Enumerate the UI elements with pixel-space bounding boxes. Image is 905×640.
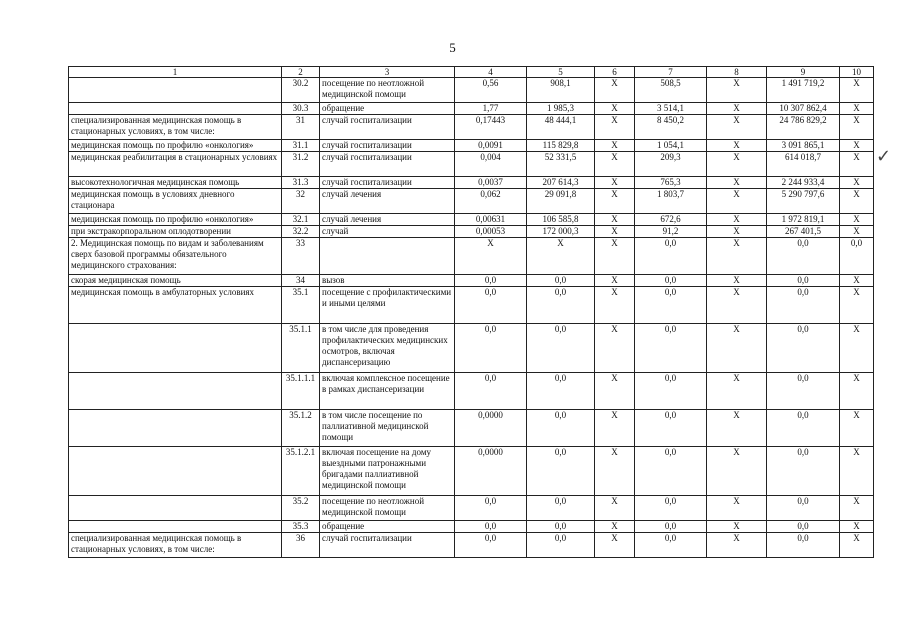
table-cell: 0,0 xyxy=(767,238,840,275)
table-cell: X xyxy=(595,177,635,189)
table-cell: X xyxy=(707,496,767,521)
table-cell: X xyxy=(840,275,874,287)
table-row xyxy=(69,533,874,558)
table-cell: X xyxy=(595,238,635,275)
table-cell: случай лечения xyxy=(320,214,455,226)
table-cell: 29 091,8 xyxy=(527,189,595,214)
table-cell: медицинская помощь по профилю «онкология» xyxy=(69,140,282,152)
table-cell: 35.3 xyxy=(282,521,320,533)
table-cell: 0,0 xyxy=(635,238,707,275)
table-cell: 31.2 xyxy=(282,152,320,177)
table-cell: X xyxy=(840,177,874,189)
table-cell: X xyxy=(707,521,767,533)
table-cell: X xyxy=(840,214,874,226)
table-cell: X xyxy=(840,410,874,447)
table-cell: 3 514,1 xyxy=(635,103,707,115)
table-cell: 0,0 xyxy=(455,521,527,533)
table-cell: 1 803,7 xyxy=(635,189,707,214)
table-cell: 0,0 xyxy=(635,521,707,533)
table-row xyxy=(69,447,874,496)
col-header: 5 xyxy=(527,67,595,78)
table-cell: 0,0 xyxy=(455,533,527,558)
table-row xyxy=(69,410,874,447)
table-cell: 31.1 xyxy=(282,140,320,152)
table-cell: 0,0 xyxy=(527,373,595,410)
table-cell: вызов xyxy=(320,275,455,287)
table-cell: 24 786 829,2 xyxy=(767,115,840,140)
table-cell: 0,0 xyxy=(455,287,527,324)
table-cell: X xyxy=(707,78,767,103)
table-cell: 267 401,5 xyxy=(767,226,840,238)
table-row xyxy=(69,521,874,533)
table-cell: скорая медицинская помощь xyxy=(69,275,282,287)
table-cell: 0,0 xyxy=(527,447,595,496)
table-cell: 765,3 xyxy=(635,177,707,189)
table-cell: в том числе для проведения профилактических медицинских осмотров, включая диспансеризацию xyxy=(320,324,455,373)
table-cell: 0,0 xyxy=(767,324,840,373)
table-cell: специализированная медицинская помощь в стационарных условиях, в том числе: xyxy=(69,533,282,558)
table-cell: 0,0 xyxy=(527,521,595,533)
table-cell: X xyxy=(595,214,635,226)
table-cell: X xyxy=(707,275,767,287)
table-cell: 0,0 xyxy=(635,533,707,558)
table-cell: 35.1.1 xyxy=(282,324,320,373)
table-cell: 3 091 865,1 xyxy=(767,140,840,152)
table-cell: X xyxy=(527,238,595,275)
table-cell: 31 xyxy=(282,115,320,140)
table-cell: 0,0 xyxy=(635,275,707,287)
table-cell: 0,0 xyxy=(840,238,874,275)
table-cell: 1 972 819,1 xyxy=(767,214,840,226)
table-row xyxy=(69,238,874,275)
col-header: 8 xyxy=(707,67,767,78)
table-cell: 10 307 862,4 xyxy=(767,103,840,115)
table-cell: X xyxy=(707,189,767,214)
table-cell: 35.1.2.1 xyxy=(282,447,320,496)
table-cell: X xyxy=(595,533,635,558)
table-cell: X xyxy=(707,103,767,115)
table-row xyxy=(69,177,874,189)
table-cell: X xyxy=(707,177,767,189)
table-cell: X xyxy=(707,447,767,496)
table-cell: 106 585,8 xyxy=(527,214,595,226)
table-cell: 0,0091 xyxy=(455,140,527,152)
col-header: 3 xyxy=(320,67,455,78)
table-cell: случай госпитализации xyxy=(320,152,455,177)
table-cell: медицинская помощь в амбулаторных условиях xyxy=(69,287,282,324)
table-cell: X xyxy=(707,226,767,238)
table-cell: случай госпитализации xyxy=(320,533,455,558)
table-cell: 0,0 xyxy=(767,410,840,447)
table-cell: X xyxy=(840,287,874,324)
table-cell: 0,004 xyxy=(455,152,527,177)
table-cell: X xyxy=(595,275,635,287)
table-cell: 1 985,3 xyxy=(527,103,595,115)
table-cell: 0,17443 xyxy=(455,115,527,140)
table-cell: X xyxy=(840,521,874,533)
table-cell: 209,3 xyxy=(635,152,707,177)
table-cell: X xyxy=(840,496,874,521)
table-cell: X xyxy=(595,140,635,152)
table-cell xyxy=(69,103,282,115)
table-cell: X xyxy=(595,78,635,103)
table-cell: X xyxy=(840,189,874,214)
table-cell: X xyxy=(840,115,874,140)
table-cell: случай лечения xyxy=(320,189,455,214)
table-cell: медицинская помощь в условиях дневного стационара xyxy=(69,189,282,214)
table-cell: 32.1 xyxy=(282,214,320,226)
table-cell: X xyxy=(595,287,635,324)
table-row xyxy=(69,103,874,115)
table-cell: X xyxy=(595,324,635,373)
table-row xyxy=(69,115,874,140)
table-cell: случай госпитализации xyxy=(320,115,455,140)
table-cell: X xyxy=(840,226,874,238)
table-cell: 0,0 xyxy=(635,410,707,447)
data-table xyxy=(68,66,874,558)
table-cell: 32 xyxy=(282,189,320,214)
table-cell xyxy=(69,78,282,103)
table-cell: 0,0 xyxy=(767,533,840,558)
table-cell: X xyxy=(840,324,874,373)
table-cell: 0,0 xyxy=(527,533,595,558)
table-cell: 0,0 xyxy=(527,275,595,287)
table-cell: в том числе посещение по паллиативной медицинской помощи xyxy=(320,410,455,447)
table-cell: X xyxy=(595,521,635,533)
table-cell: X xyxy=(707,214,767,226)
table-cell: 8 450,2 xyxy=(635,115,707,140)
col-header: 2 xyxy=(282,67,320,78)
table-cell: X xyxy=(840,533,874,558)
table-row xyxy=(69,226,874,238)
table-cell xyxy=(69,521,282,533)
table-cell: 0,0 xyxy=(767,496,840,521)
table-cell: 36 xyxy=(282,533,320,558)
table-cell: X xyxy=(595,410,635,447)
table-cell: обращение xyxy=(320,103,455,115)
table-cell: 33 xyxy=(282,238,320,275)
table-cell: 30.3 xyxy=(282,103,320,115)
table-cell: 35.1.1.1 xyxy=(282,373,320,410)
table-cell: 172 000,3 xyxy=(527,226,595,238)
table-cell: 0,0 xyxy=(527,410,595,447)
table-row xyxy=(69,324,874,373)
table-cell: 0,0 xyxy=(527,324,595,373)
table-cell: 0,0 xyxy=(527,287,595,324)
table-cell: включая посещение на дому выездными патронажными бригадами паллиативной медицинской помощи xyxy=(320,447,455,496)
table-cell: X xyxy=(707,115,767,140)
col-header: 7 xyxy=(635,67,707,78)
table-row xyxy=(69,189,874,214)
table-cell: 32.2 xyxy=(282,226,320,238)
table-cell xyxy=(320,238,455,275)
table-cell: 207 614,3 xyxy=(527,177,595,189)
table-cell: 0,0 xyxy=(455,373,527,410)
table-cell: 0,0 xyxy=(635,496,707,521)
table-cell: 30.2 xyxy=(282,78,320,103)
table-cell: X xyxy=(840,373,874,410)
table-cell: X xyxy=(840,152,874,177)
table-cell: посещение по неотложной медицинской помощи xyxy=(320,496,455,521)
table-cell: X xyxy=(840,447,874,496)
table-cell xyxy=(69,410,282,447)
table-row xyxy=(69,275,874,287)
handwritten-check-icon: ✓ xyxy=(876,146,892,167)
table-cell: X xyxy=(707,533,767,558)
table-cell: 5 290 797,6 xyxy=(767,189,840,214)
table-cell: 2. Медицинская помощь по видам и заболеваниям сверх базовой программы обязательного медицинского страхования: xyxy=(69,238,282,275)
table-cell: 0,0000 xyxy=(455,447,527,496)
table-cell: X xyxy=(707,324,767,373)
table-row xyxy=(69,496,874,521)
table-cell: X xyxy=(707,152,767,177)
table-cell: 508,5 xyxy=(635,78,707,103)
table-cell: 0,0 xyxy=(767,373,840,410)
table-cell: 0,0 xyxy=(767,275,840,287)
table-cell: 1,77 xyxy=(455,103,527,115)
table-cell: X xyxy=(455,238,527,275)
table-cell: X xyxy=(595,447,635,496)
table-cell: 0,062 xyxy=(455,189,527,214)
table-cell: 1 491 719,2 xyxy=(767,78,840,103)
table-cell: медицинская помощь по профилю «онкология» xyxy=(69,214,282,226)
table-cell xyxy=(69,447,282,496)
table-cell: 0,0 xyxy=(635,447,707,496)
table-row xyxy=(69,78,874,103)
table-cell: X xyxy=(595,496,635,521)
table-cell: 91,2 xyxy=(635,226,707,238)
table-cell: 0,0 xyxy=(767,287,840,324)
table-cell: 52 331,5 xyxy=(527,152,595,177)
table-cell: 1 054,1 xyxy=(635,140,707,152)
table-cell: случай госпитализации xyxy=(320,140,455,152)
table-cell: 0,0 xyxy=(455,275,527,287)
table-cell: 0,0 xyxy=(527,496,595,521)
col-header: 6 xyxy=(595,67,635,78)
table-cell: посещение с профилактическими и иными целями xyxy=(320,287,455,324)
table-cell: X xyxy=(707,287,767,324)
table-row xyxy=(69,152,874,177)
table-cell: 35.1 xyxy=(282,287,320,324)
table-row xyxy=(69,214,874,226)
table-cell: при экстракорпоральном оплодотворении xyxy=(69,226,282,238)
table-cell: 0,0 xyxy=(635,287,707,324)
table-cell: 48 444,1 xyxy=(527,115,595,140)
table-cell: медицинская реабилитация в стационарных условиях xyxy=(69,152,282,177)
table-cell: случай госпитализации xyxy=(320,177,455,189)
table-cell: X xyxy=(595,115,635,140)
table-cell: X xyxy=(595,226,635,238)
table-cell: случай xyxy=(320,226,455,238)
col-header: 9 xyxy=(767,67,840,78)
table-cell: 0,0 xyxy=(635,373,707,410)
table-cell: X xyxy=(840,140,874,152)
table-cell: 115 829,8 xyxy=(527,140,595,152)
table-cell: X xyxy=(840,78,874,103)
table-cell xyxy=(69,324,282,373)
table-cell: X xyxy=(595,103,635,115)
table-cell: включая комплексное посещение в рамках диспансеризации xyxy=(320,373,455,410)
table-cell: X xyxy=(595,189,635,214)
table-cell: 35.2 xyxy=(282,496,320,521)
table-cell: 0,0 xyxy=(455,324,527,373)
table-cell: 0,56 xyxy=(455,78,527,103)
table-row xyxy=(69,140,874,152)
table-cell: X xyxy=(595,152,635,177)
table-cell: 908,1 xyxy=(527,78,595,103)
table-cell: 0,0 xyxy=(455,496,527,521)
page-number: 5 xyxy=(449,40,456,55)
table-cell: X xyxy=(595,373,635,410)
table-cell: 0,0 xyxy=(767,447,840,496)
table-cell: 614 018,7 xyxy=(767,152,840,177)
col-header: 10 xyxy=(840,67,874,78)
table-cell: обращение xyxy=(320,521,455,533)
table-cell: 0,0037 xyxy=(455,177,527,189)
table-row xyxy=(69,373,874,410)
table-cell: высокотехнологичная медицинская помощь xyxy=(69,177,282,189)
table-cell: 0,0 xyxy=(767,521,840,533)
table-cell: 672,6 xyxy=(635,214,707,226)
table-cell xyxy=(69,373,282,410)
table-cell: 35.1.2 xyxy=(282,410,320,447)
table-cell xyxy=(69,496,282,521)
table-cell: посещение по неотложной медицинской помощи xyxy=(320,78,455,103)
col-header: 4 xyxy=(455,67,527,78)
table-cell: X xyxy=(707,140,767,152)
table-cell: 0,0000 xyxy=(455,410,527,447)
col-header: 1 xyxy=(69,67,282,78)
table-cell: 0,00631 xyxy=(455,214,527,226)
table-cell: 2 244 933,4 xyxy=(767,177,840,189)
table-cell: 34 xyxy=(282,275,320,287)
table-cell: 0,00053 xyxy=(455,226,527,238)
table-cell: 31.3 xyxy=(282,177,320,189)
header-row xyxy=(69,67,874,78)
table-cell: X xyxy=(707,373,767,410)
table-cell: 0,0 xyxy=(635,324,707,373)
table-cell: X xyxy=(707,410,767,447)
table-cell: специализированная медицинская помощь в стационарных условиях, в том числе: xyxy=(69,115,282,140)
table-row xyxy=(69,287,874,324)
table-cell: X xyxy=(707,238,767,275)
table-cell: X xyxy=(840,103,874,115)
